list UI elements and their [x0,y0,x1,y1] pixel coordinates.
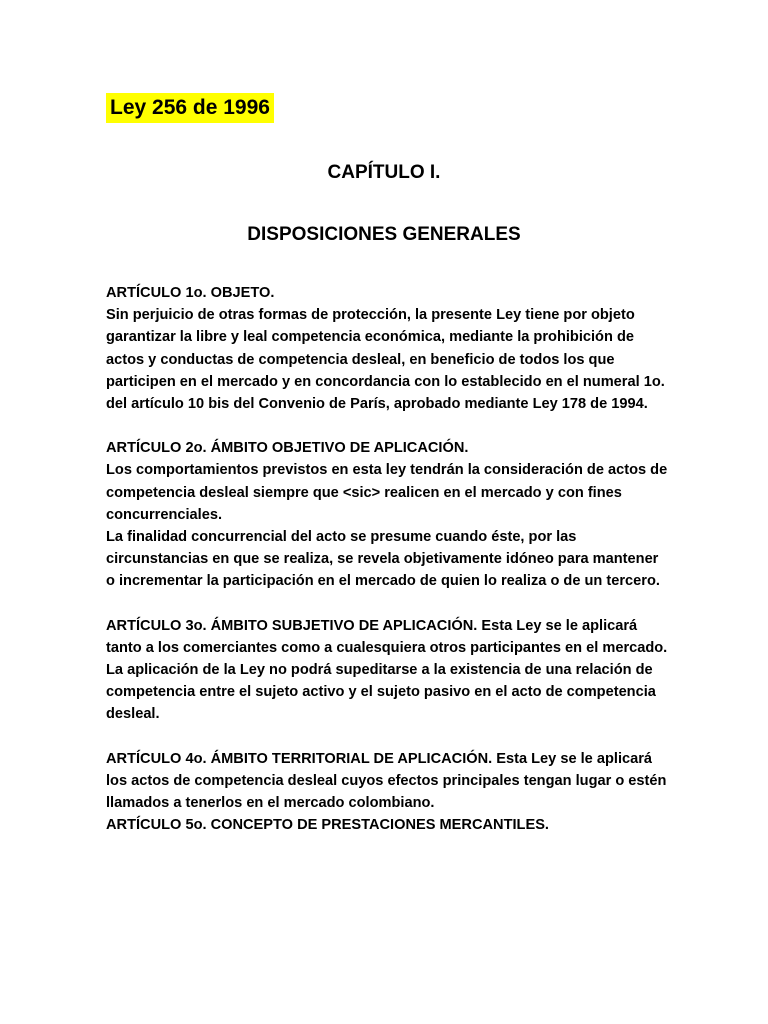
article-4-heading: ARTÍCULO 4o. ÁMBITO TERRITORIAL DE APLICACIÓN. [106,750,493,767]
chapter-name: DISPOSICIONES GENERALES [247,224,521,245]
article-5 [106,814,671,836]
law-title: Ley 256 de 1996 [106,93,274,123]
article-3-paragraph-1: Esta Ley se le aplicará tanto a los comerciantes como a cualesquiera otros participantes en el mercado. [106,617,668,656]
article-1-heading: ARTÍCULO 1o. OBJETO. [106,285,275,301]
document-body [106,282,671,836]
article-2-heading: ARTÍCULO 2o. ÁMBITO OBJETIVO DE APLICACIÓN. [106,440,469,457]
article-5-heading: ARTÍCULO 5o. CONCEPTO DE PRESTACIONES MERCANTILES. [106,817,549,834]
article-3-paragraph-2: La aplicación de la Ley no podrá supeditarse a la existencia de una relación de competencia entre el sujeto activo y el sujeto pasivo en el acto de competencia desleal. [106,662,656,723]
article-2-paragraph-1: Los comportamientos previstos en esta ley tendrán la consideración de actos de competencia desleal siempre que <sic> realicen en el mercado y con fines concurrenciales. [106,462,668,523]
article-1 [106,282,671,415]
article-3 [106,615,671,726]
article-2 [106,437,671,592]
article-1-paragraph-1: Sin perjuicio de otras formas de protección, la presente Ley tiene por objeto garantizar la libre y leal competencia económica, mediante la prohibición de actos y conductas de competencia desleal, en beneficio de todos los que participen en el mercado y en concordancia con lo establecido en el numeral 1o. del artículo 10 bis del Convenio de París, aprobado mediante Ley 178 de 1994. [106,307,665,413]
article-4-paragraph-1: Esta Ley se le aplicará los actos de competencia desleal cuyos efectos principales tengan lugar o estén llamados a tenerlos en el mercado colombiano. [106,750,667,812]
chapter-number: CAPÍTULO I. [327,162,441,183]
article-3-first-paragraph [106,615,671,659]
article-4 [106,748,671,815]
article-2-paragraph-2: La finalidad concurrencial del acto se presume cuando éste, por las circunstancias en que se realiza, se revela objetivamente idóneo para mantener o incrementar la participación en el mercado de quien lo realiza o de un tercero. [106,529,660,590]
article-3-heading: ARTÍCULO 3o. ÁMBITO SUBJETIVO DE APLICACIÓN. [106,617,478,634]
article-4-first-paragraph [106,748,671,815]
